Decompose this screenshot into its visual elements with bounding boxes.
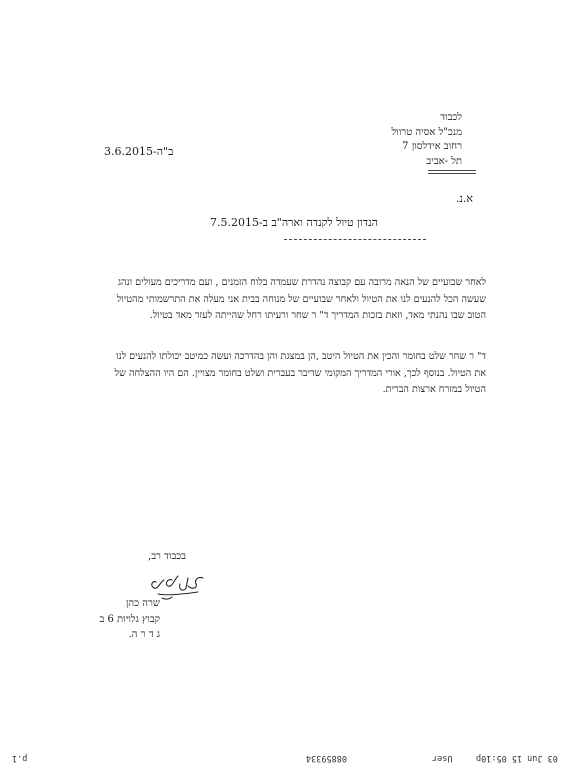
- address-underline-double: [428, 173, 476, 174]
- fax-number: 08859334: [306, 753, 347, 763]
- subject-underline: [284, 239, 426, 240]
- paragraph-line: הטוב שבו נהנתי מאד, וזאת בזכות המדריך ד" ר שחר ורעיתו רחל שהייתה לעזר מאד בטיול.: [149, 310, 486, 321]
- body-paragraph-1: [117, 275, 486, 325]
- recipient-street: רחוב אידלסון 7: [402, 141, 462, 152]
- fax-header-strip: [0, 753, 566, 765]
- sender-name: שרה כהן: [125, 598, 160, 609]
- paragraph-line: ד" ר שחר שלט בחומר והכין את הטיול היטב ,הן במצגת והן בהדרכה ועשה כמיטב יכולתו להנעים לנו: [116, 351, 486, 362]
- paragraph-line: שעשה הכל להנעים לנו את הטיול ולאחר שבועיים של מנוחה בבית אני מעלה את התרשמותי מהטיול: [116, 293, 486, 305]
- fax-user: User: [432, 753, 453, 763]
- letter-greeting: א.נ.: [455, 192, 473, 205]
- sender-city: ג ד ר ה.: [128, 629, 160, 640]
- body-paragraph-2: [115, 349, 486, 399]
- letter-closing: בכבוד רב,: [148, 551, 186, 562]
- paragraph-line: את הטיול. בנוסף לכך, אורי המדריך המקומי שדיבר בעברית ושלט בחומר מצויין. הם היו ההצלחה של: [114, 367, 486, 379]
- letter-subject: הנדון טיול לקנדה וארה"ב ב-7.5.2015: [209, 216, 378, 229]
- sender-details: [100, 596, 161, 643]
- recipient-city: תל -אביב: [426, 155, 462, 167]
- paragraph-line: לאחר שבועיים של הנאה מרובה עם קבוצה נהדרת שעמדה בלוח הזמנים , ועם מדריכים מעולים ונהג: [117, 277, 486, 288]
- letter-date: ב"ה-3.6.2015: [104, 145, 174, 158]
- sender-address: קבוץ גלויות 6 ב: [99, 613, 160, 625]
- recipient-salutation: לכבוד: [440, 112, 462, 123]
- fax-page-number: p.1: [12, 753, 28, 763]
- paragraph-line: הטיול במזרח ארצות הברית.: [382, 384, 486, 395]
- address-underline: [428, 170, 476, 171]
- recipient-title: מנכ"ל אסיה טרוול: [391, 126, 462, 138]
- fax-timestamp: 03 Jun 15 05:10p: [476, 753, 558, 763]
- recipient-address: [391, 111, 462, 169]
